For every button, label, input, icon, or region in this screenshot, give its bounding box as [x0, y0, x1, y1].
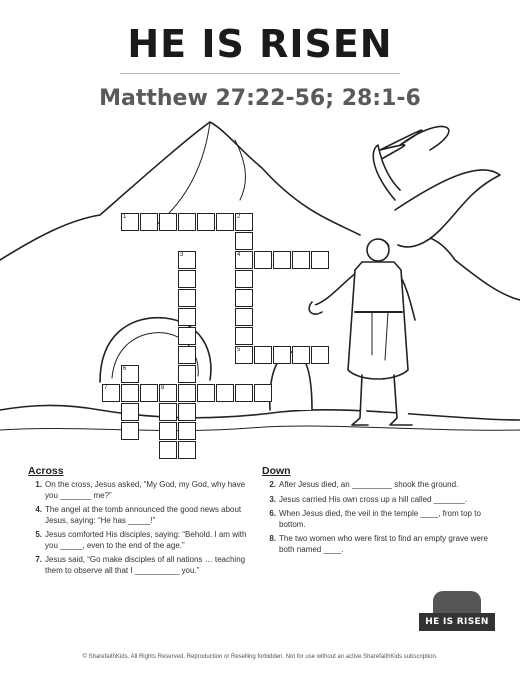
clue-across-5 [28, 530, 260, 551]
crossword-cell[interactable] [178, 422, 196, 440]
clue-number: 8. [269, 534, 276, 543]
cell-number: 1 [123, 214, 127, 220]
clue-number: 4. [35, 505, 42, 514]
scripture-reference: Matthew 27:22-56; 28:1-6 [99, 86, 421, 111]
crossword-cell[interactable] [121, 365, 139, 383]
title-divider [120, 73, 400, 74]
crossword-cell[interactable] [235, 308, 253, 326]
crossword-cell[interactable] [178, 213, 196, 231]
crossword-cell[interactable] [178, 365, 196, 383]
clue-text: Jesus comforted His disciples, saying: “Behold. I am with you _____, even to the end of the age.” [45, 530, 247, 550]
clue-number: 1. [35, 480, 42, 489]
cell-number: 6 [123, 366, 127, 372]
crossword-cell[interactable] [235, 232, 253, 250]
crossword-cell[interactable] [178, 384, 196, 402]
crossword-cell[interactable] [235, 384, 253, 402]
crossword-cell[interactable] [178, 289, 196, 307]
crossword-cell[interactable] [121, 213, 139, 231]
clue-number: 6. [269, 509, 276, 518]
crossword-cell[interactable] [140, 384, 158, 402]
clue-down-3 [262, 495, 492, 506]
cell-number: 2 [237, 214, 241, 220]
crossword-cell[interactable] [178, 308, 196, 326]
clue-text: Jesus carried His own cross up a hill called _______. [279, 494, 468, 504]
crossword-cell[interactable] [273, 251, 291, 269]
crossword-cell[interactable] [178, 251, 196, 269]
crossword-cell[interactable] [216, 213, 234, 231]
clue-text: When Jesus died, the veil in the temple ____, from top to bottom. [279, 509, 481, 529]
across-heading: Across [28, 465, 64, 477]
clue-number: 5. [35, 530, 42, 539]
badge-figures [433, 591, 481, 615]
clue-across-1 [28, 480, 260, 501]
scene-illustration [0, 120, 520, 460]
crossword-cell[interactable] [197, 384, 215, 402]
clue-text: On the cross, Jesus asked, “My God, my God, why have you _______ me?” [45, 480, 246, 500]
crossword-cell[interactable] [159, 384, 177, 402]
crossword-cell[interactable] [254, 346, 272, 364]
crossword-cell[interactable] [121, 422, 139, 440]
clue-number: 7. [35, 555, 42, 564]
clue-across-4 [28, 505, 260, 526]
clue-down-2 [262, 480, 492, 491]
crossword-cell[interactable] [254, 384, 272, 402]
cell-number: 3 [180, 252, 184, 258]
crossword-cell[interactable] [235, 213, 253, 231]
clue-down-8 [262, 534, 492, 555]
crossword-cell[interactable] [159, 213, 177, 231]
clue-down-6 [262, 509, 492, 530]
down-heading: Down [262, 465, 291, 477]
ground [0, 405, 520, 420]
crossword-cell[interactable] [178, 346, 196, 364]
crossword-cell[interactable] [178, 441, 196, 459]
crossword-cell[interactable] [216, 384, 234, 402]
crossword-cell[interactable] [102, 384, 120, 402]
clue-number: 2. [269, 480, 276, 489]
clue-across-7 [28, 555, 260, 576]
badge-text: HE IS RISEN [419, 613, 495, 631]
he-is-risen-badge [419, 587, 495, 639]
crossword-cell[interactable] [140, 213, 158, 231]
crossword-cell[interactable] [159, 403, 177, 421]
page-title: HE IS RISEN [127, 22, 393, 66]
down-clues [262, 465, 492, 559]
crossword-cell[interactable] [235, 251, 253, 269]
clue-text: Jesus said, “Go make disciples of all nations … teaching them to observe all that I __________ you.” [45, 555, 246, 575]
crossword-cell[interactable] [311, 346, 329, 364]
angel [309, 126, 500, 425]
cell-number: 4 [237, 252, 241, 258]
crossword-cell[interactable] [197, 213, 215, 231]
cell-number: 5 [237, 347, 241, 353]
crossword-cell[interactable] [292, 346, 310, 364]
cell-number: 7 [104, 385, 108, 391]
crossword-cell[interactable] [121, 384, 139, 402]
crossword-cell[interactable] [235, 270, 253, 288]
crossword-cell[interactable] [159, 441, 177, 459]
mountain [0, 122, 360, 260]
crossword-cell[interactable] [311, 251, 329, 269]
clue-text: After Jesus died, an _________ shook the ground. [279, 480, 459, 489]
crossword-cell[interactable] [254, 251, 272, 269]
crossword-cell[interactable] [178, 270, 196, 288]
clue-text: The two women who were first to find an empty grave were both named ____. [279, 534, 488, 554]
clue-number: 3. [269, 494, 276, 504]
crossword-cell[interactable] [235, 346, 253, 364]
cell-number: 8 [161, 385, 165, 391]
crossword-cell[interactable] [235, 327, 253, 345]
crossword-cell[interactable] [178, 327, 196, 345]
right-hill [405, 236, 520, 300]
copyright-footer: © SharefaithKids. All Rights Reserved. Reproduction or Reselling forbidden. Not for use without an active SharefaithKids subscription. [82, 654, 438, 660]
clue-text: The angel at the tomb announced the good news about Jesus, saying: “He has _____!” [45, 505, 242, 525]
crossword-cell[interactable] [159, 422, 177, 440]
crossword-cell[interactable] [273, 346, 291, 364]
crossword-cell[interactable] [121, 403, 139, 421]
crossword-cell[interactable] [235, 289, 253, 307]
across-clues [28, 465, 260, 580]
crossword-cell[interactable] [292, 251, 310, 269]
crossword-cell[interactable] [178, 403, 196, 421]
